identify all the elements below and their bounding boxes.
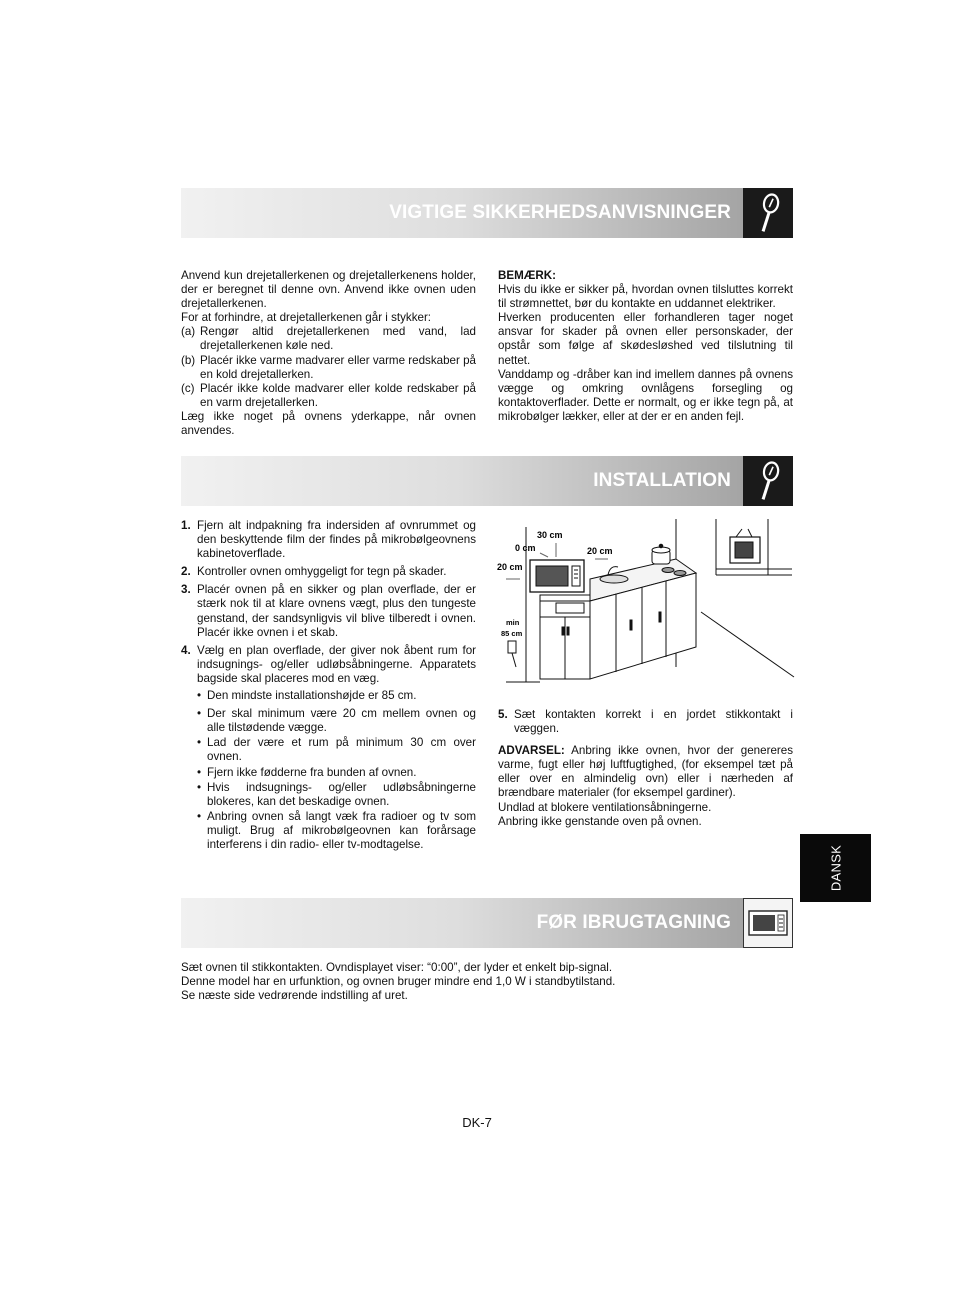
list-item: 5. Sæt kontakten korrekt i en jordet stikkontakt i væggen.	[498, 708, 793, 736]
warning-line: Anbring ikke genstande oven på ovnen.	[498, 814, 702, 828]
note-paragraph: Vanddamp og -dråber kan ind imellem dannes på ovnens vægge og omkring ovnlågens forsegling og kontaktoverflader. Dette er normalt, og er ikke tegn på, at mikrobølger lækker, eller at der er en anden fejl.	[498, 367, 793, 423]
installation-diagram	[496, 517, 796, 687]
clearance-right-label: 20 cm	[587, 546, 613, 556]
installation-right-column	[498, 708, 793, 829]
warning-line: Undlad at blokere ventilationsåbningerne.	[498, 800, 712, 814]
safety-left-column	[181, 269, 476, 438]
info-icon	[743, 456, 793, 506]
page-number: DK-7	[462, 1115, 492, 1130]
info-icon	[743, 188, 793, 238]
note-paragraph: Hvis du ikke er sikker på, hvordan ovnen tilsluttes korrekt til strømnettet, bør du kontakte en uddannet elektriker.	[498, 283, 793, 311]
safety-banner	[181, 188, 793, 238]
clearance-back-label: 0 cm	[515, 543, 536, 553]
list-item: • Hvis indsugnings- og/eller udløbsåbningerne blokeres, kan det beskadige ovnen.	[197, 780, 476, 808]
bullet-list	[181, 689, 476, 852]
list-item: 1. Fjern alt indpakning fra indersiden af ovnrummet og den beskyttende film der findes på mikrobølgeovnens kabinetoverflade.	[181, 519, 476, 561]
list-item: • Den mindste installationshøjde er 85 cm.	[197, 689, 417, 703]
before-use-line: Denne model har en urfunktion, og ovnen bruger mindre end 1,0 W i standbytilstand.	[181, 975, 616, 989]
safety-right-column	[498, 269, 793, 424]
clearance-top-label: 30 cm	[537, 530, 563, 540]
language-tab: DANSK	[800, 834, 871, 902]
list-item: (b) Placér ikke varme madvarer eller varme redskaber på en kold drejetallerken.	[181, 353, 476, 381]
before-use-banner	[181, 898, 793, 948]
warning-paragraph: ADVARSEL: Anbring ikke ovnen, hvor der genereres varme, fugt eller høj luftfugtighed, (for eksempel tæt på eller over en almindelig ovn) eller i nærheden af brændbare materialer (for eksempel gardiner).	[498, 744, 793, 800]
list-item: 4. Vælg en plan overflade, der giver nok åbent rum for indsugnings- og/eller udløbsåbningerne. Apparatets bagside skal placeres mod en væg.	[181, 643, 476, 685]
list-item: • Lad der være et rum på minimum 30 cm over ovnen.	[197, 736, 476, 764]
before-use-line: Sæt ovnen til stikkontakten. Ovndisplayet viser: “0:00”, der lyder et enkelt bip-signal.	[181, 961, 613, 974]
before-use-line: Se næste side vedrørende indstilling af uret.	[181, 989, 408, 1003]
safety-lead: For at forhindre, at drejetallerkenen går i stykker:	[181, 311, 432, 325]
installation-left-column	[181, 519, 476, 852]
list-item: 2. Kontroller ovnen omhyggeligt for tegn på skader.	[181, 565, 447, 579]
list-item: • Fjern ikke fødderne fra bunden af ovnen.	[197, 765, 417, 779]
clearance-left-label: 20 cm	[497, 562, 523, 572]
min-height-value: 85 cm	[501, 629, 523, 638]
note-heading: BEMÆRK:	[498, 269, 556, 282]
section-title-before-use: FØR IBRUGTAGNING	[536, 912, 731, 933]
min-height-label: min	[506, 618, 520, 627]
safety-outro: Læg ikke noget på ovnens yderkappe, når ovnen anvendes.	[181, 409, 476, 438]
list-item: • Anbring ovnen så langt væk fra radioer og tv som muligt. Brug af mikrobølgeovnen kan forårsage interferens i din radio- eller tv-modtagelse.	[197, 809, 476, 851]
safety-intro: Anvend kun drejetallerkenen og drejetallerkenens holder, der er beregnet til denne ovn. Anvend ikke ovnen uden drejetallerkenen.	[181, 269, 476, 311]
microwave-icon	[743, 898, 793, 948]
list-item: (a) Rengør altid drejetallerkenen med vand, lad drejetallerkenen køle ned.	[181, 325, 476, 353]
section-title-installation: INSTALLATION	[593, 470, 731, 491]
section-title-safety: VIGTIGE SIKKERHEDSANVISNINGER	[389, 202, 731, 223]
installation-banner	[181, 456, 793, 506]
list-item: • Der skal minimum være 20 cm mellem ovnen og alle tilstødende vægge.	[197, 707, 476, 735]
note-paragraph: Hverken producenten eller forhandleren tager noget ansvar for skader på ovnen eller personskader, der opstår som følge af skødesløshed ved tilslutning til nettet.	[498, 311, 793, 367]
list-item: (c) Placér ikke kolde madvarer eller kolde redskaber på en varm drejetallerken.	[181, 381, 476, 409]
before-use-text	[181, 961, 801, 1003]
list-item: 3. Placér ovnen på en sikker og plan overflade, der er stærk nok til at klare ovnens vægt, plus den tungeste genstand, der sandsynligvis vil blive tilberedt i ovnen. Placér ikke ovnen i et skab.	[181, 583, 476, 639]
